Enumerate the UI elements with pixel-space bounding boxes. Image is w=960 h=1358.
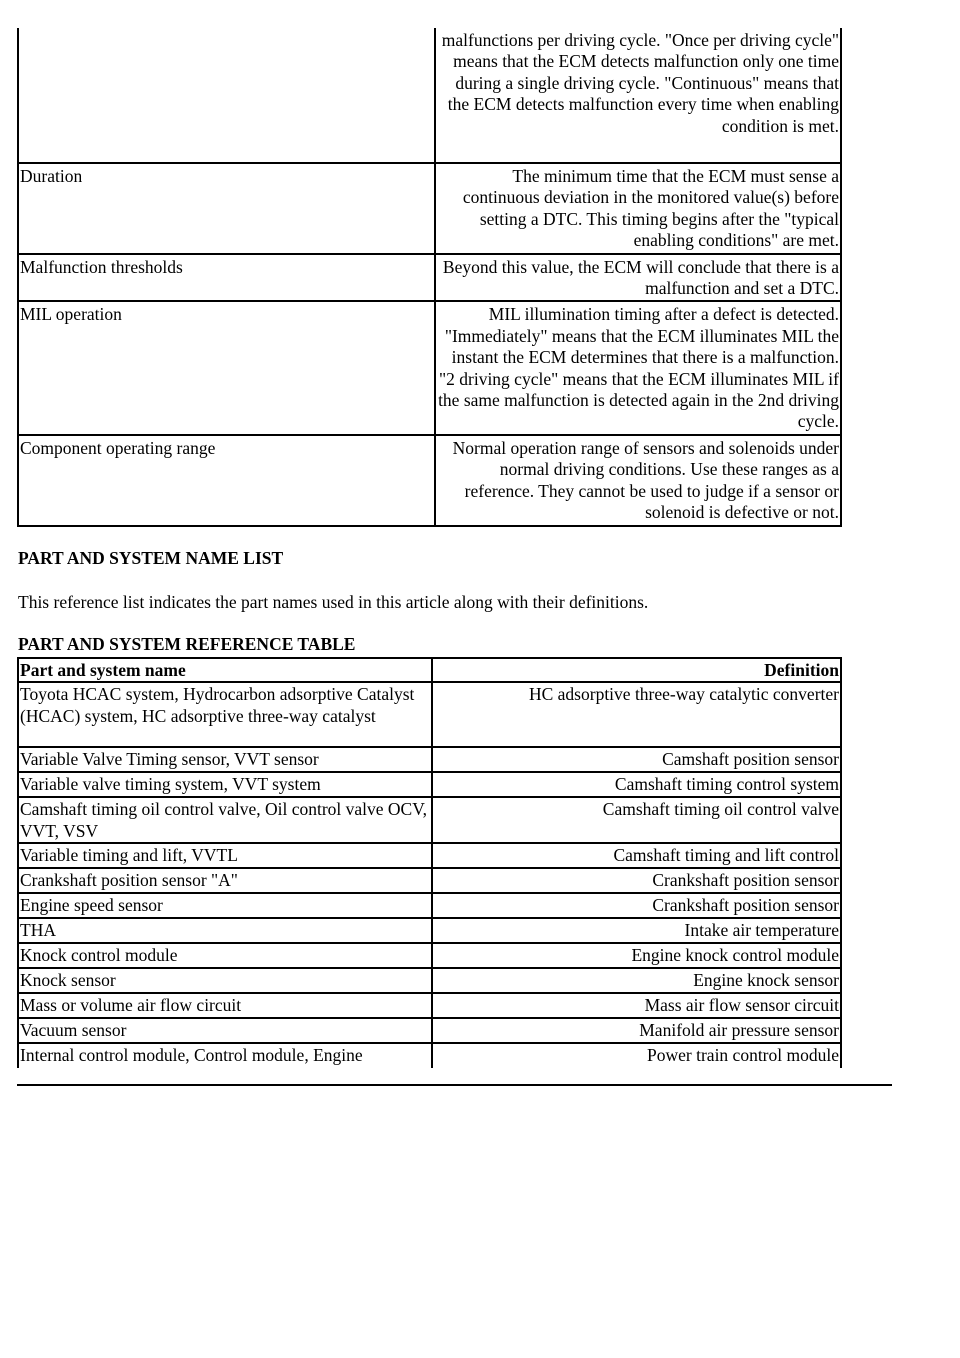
part-name-cell: Vacuum sensor (18, 1018, 432, 1043)
part-name-cell: Variable timing and lift, VVTL (18, 843, 432, 868)
table-row (18, 301, 841, 434)
reference-table-body (18, 682, 841, 1068)
monitor-description-table (17, 28, 842, 527)
table-header-row (18, 658, 841, 682)
table-row (18, 843, 841, 868)
table-row (18, 943, 841, 968)
term-cell: Duration (18, 163, 435, 254)
term-cell: Component operating range (18, 435, 435, 526)
definition-cell: Camshaft position sensor (432, 747, 842, 772)
term-cell (18, 28, 435, 163)
part-name-cell: Camshaft timing oil control valve, Oil control valve OCV, VVT, VSV (18, 797, 432, 843)
part-list-heading: PART AND SYSTEM NAME LIST (18, 548, 284, 568)
description-cell: Normal operation range of sensors and solenoids under normal driving conditions. Use these ranges as a reference. They cannot be used to judge if a sensor or solenoid is defective or not. (435, 435, 841, 526)
intro-paragraph: This reference list indicates the part names used in this article along with their definitions. (18, 592, 649, 612)
definition-cell: Camshaft timing control system (432, 772, 842, 797)
part-name-cell: Internal control module, Control module, Engine (18, 1043, 432, 1068)
table-row (18, 968, 841, 993)
definition-cell: Crankshaft position sensor (432, 868, 842, 893)
part-name-cell: Knock sensor (18, 968, 432, 993)
bottom-divider (17, 1084, 892, 1086)
column-header-definition: Definition (432, 658, 842, 682)
part-name-cell: Variable Valve Timing sensor, VVT sensor (18, 747, 432, 772)
table-row (18, 918, 841, 943)
term-cell: MIL operation (18, 301, 435, 434)
table-row (18, 163, 841, 254)
definition-cell: HC adsorptive three-way catalytic converter (432, 682, 842, 747)
part-name-cell: Knock control module (18, 943, 432, 968)
part-name-cell: Crankshaft position sensor "A" (18, 868, 432, 893)
description-cell: The minimum time that the ECM must sense a continuous deviation in the monitored value(s) before setting a DTC. This timing begins after the "typical enabling conditions" are met. (435, 163, 841, 254)
column-header-part-name: Part and system name (18, 658, 432, 682)
definition-cell: Engine knock sensor (432, 968, 842, 993)
table-row (18, 1018, 841, 1043)
part-reference-table (17, 657, 842, 1068)
table-row (18, 682, 841, 747)
table-row (18, 868, 841, 893)
definition-cell: Mass air flow sensor circuit (432, 993, 842, 1018)
table-row (18, 797, 841, 843)
term-cell: Malfunction thresholds (18, 254, 435, 302)
description-cell: malfunctions per driving cycle. "Once per driving cycle" means that the ECM detects malfunction only one time during a single driving cycle. "Continuous" means that the ECM detects malfunction every time when enabling condition is met. (435, 28, 841, 163)
part-name-cell: Variable valve timing system, VVT system (18, 772, 432, 797)
table-row (18, 747, 841, 772)
definition-cell: Intake air temperature (432, 918, 842, 943)
description-cell: Beyond this value, the ECM will conclude that there is a malfunction and set a DTC. (435, 254, 841, 302)
table-row (18, 993, 841, 1018)
definition-cell: Engine knock control module (432, 943, 842, 968)
definition-cell: Crankshaft position sensor (432, 893, 842, 918)
description-cell: MIL illumination timing after a defect is detected. "Immediately" means that the ECM illuminates MIL the instant the ECM determines that there is a malfunction. "2 driving cycle" means that the ECM illuminates MIL if the same malfunction is detected again in the 2nd driving cycle. (435, 301, 841, 434)
part-name-cell: Mass or volume air flow circuit (18, 993, 432, 1018)
definition-cell: Camshaft timing and lift control (432, 843, 842, 868)
definition-cell: Manifold air pressure sensor (432, 1018, 842, 1043)
definition-cell: Power train control module (432, 1043, 842, 1068)
part-name-cell: Toyota HCAC system, Hydrocarbon adsorptive Catalyst (HCAC) system, HC adsorptive three-way catalyst (18, 682, 432, 747)
table-row (18, 772, 841, 797)
table-row (18, 28, 841, 163)
table-row (18, 1043, 841, 1068)
table-row (18, 254, 841, 302)
definition-cell: Camshaft timing oil control valve (432, 797, 842, 843)
table-row (18, 893, 841, 918)
table-row (18, 435, 841, 526)
part-name-cell: Engine speed sensor (18, 893, 432, 918)
reference-table-heading: PART AND SYSTEM REFERENCE TABLE (18, 634, 356, 654)
part-name-cell: THA (18, 918, 432, 943)
